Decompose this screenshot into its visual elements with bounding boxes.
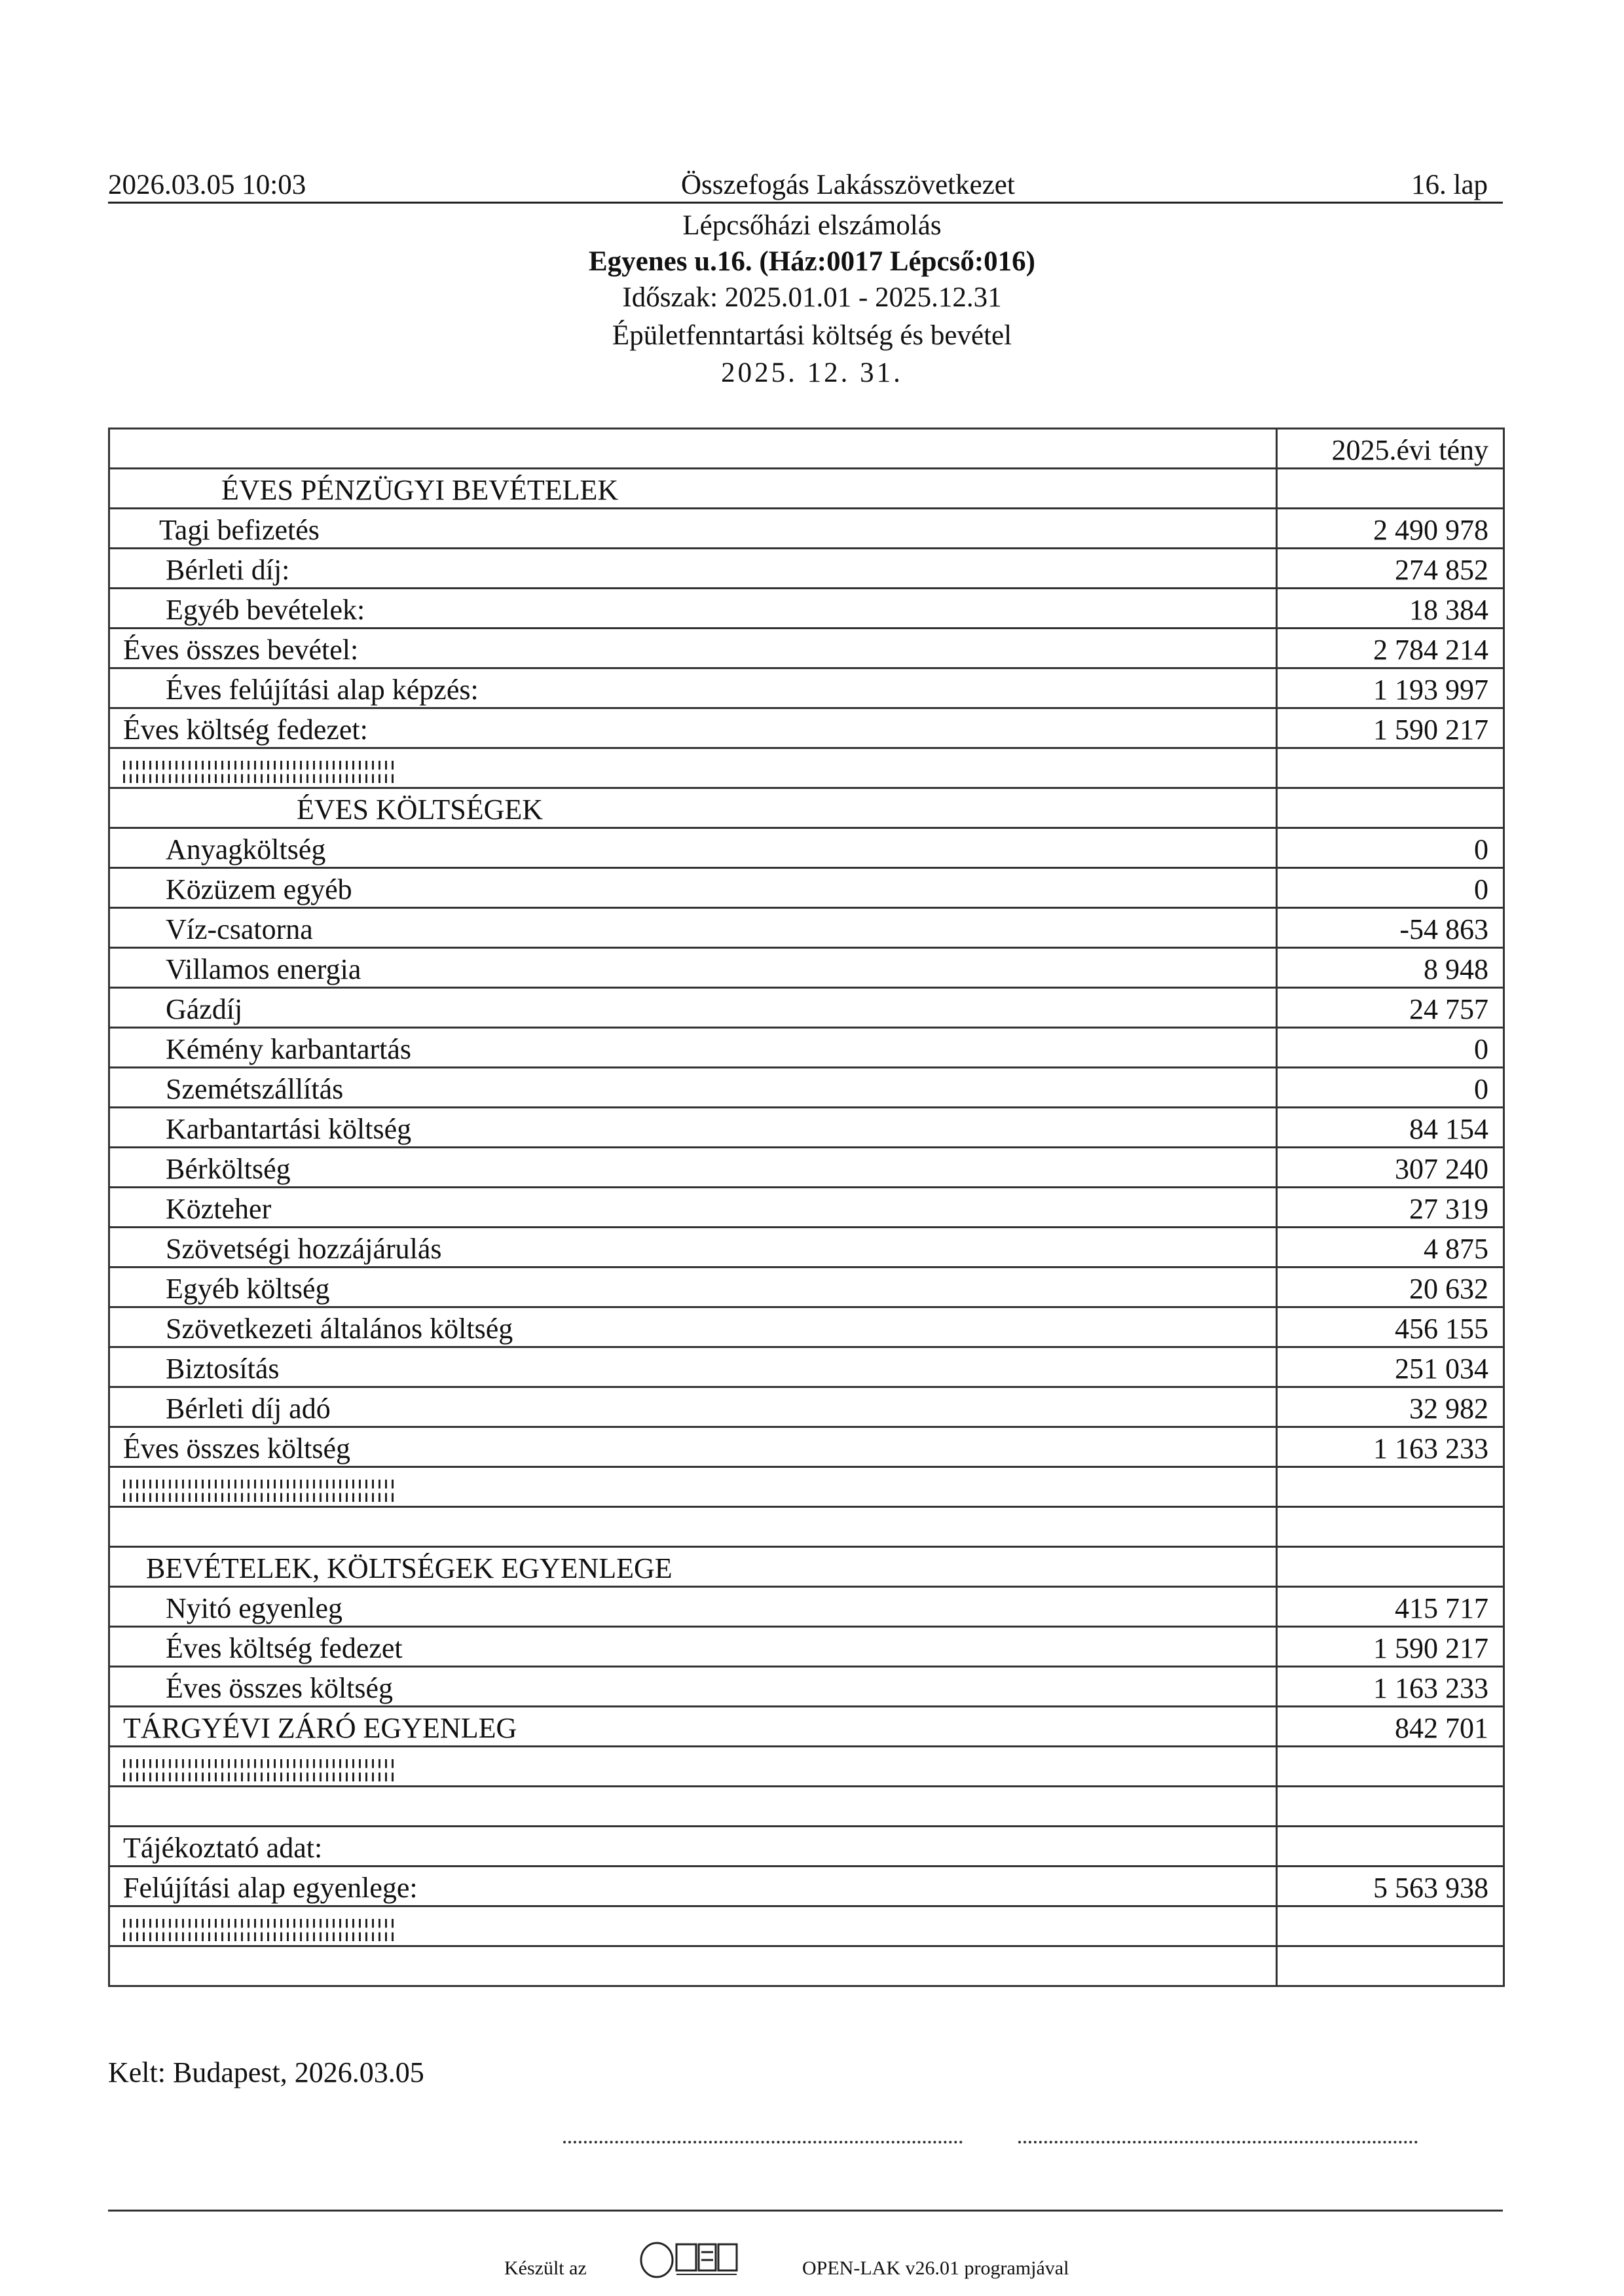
building-address: Egyenes u.16. (Ház:0017 Lépcső:016) [589, 246, 1035, 277]
table-row [109, 1667, 1504, 1707]
table-row [109, 1587, 1504, 1627]
row-label: Gázdíj [109, 988, 1277, 1028]
separator-row [109, 1906, 1504, 1946]
row-label: Bérleti díj: [109, 549, 1277, 589]
row-value: 27 319 [1277, 1188, 1504, 1228]
table-row [109, 1627, 1504, 1667]
row-value: 2 784 214 [1277, 629, 1504, 668]
row-label: TÁRGYÉVI ZÁRÓ EGYENLEG [109, 1707, 1277, 1747]
separator-row [109, 1747, 1504, 1787]
table-row [109, 1148, 1504, 1188]
info-label: Tájékoztató adat: [109, 1827, 1277, 1867]
print-datetime: 2026.03.05 10:03 [108, 170, 306, 200]
table-row [109, 1707, 1504, 1747]
organization-name: Összefogás Lakásszövetkezet [681, 170, 1015, 200]
report-title: Épületfenntartási költség és bevétel [612, 320, 1012, 351]
row-label: Egyéb költség [109, 1267, 1277, 1307]
column-header-row [109, 429, 1504, 469]
balance-section-heading: BEVÉTELEK, KÖLTSÉGEK EGYENLEGE [109, 1547, 1277, 1587]
row-label: Közteher [109, 1188, 1277, 1228]
table-row [109, 1068, 1504, 1108]
row-value: 24 757 [1277, 988, 1504, 1028]
row-value: 20 632 [1277, 1267, 1504, 1307]
row-value: 1 590 217 [1277, 1627, 1504, 1667]
table-row [109, 1387, 1504, 1427]
separator-row [109, 1467, 1504, 1507]
row-label: Éves összes költség [109, 1427, 1277, 1467]
table-row [109, 988, 1504, 1028]
table-row [109, 668, 1504, 708]
row-value: 8 948 [1277, 948, 1504, 988]
row-label: Bérleti díj adó [109, 1387, 1277, 1427]
row-value: 1 163 233 [1277, 1427, 1504, 1467]
page-number: 16. lap [1411, 170, 1488, 200]
table-row [109, 868, 1504, 908]
column-header: 2025.évi tény [1277, 429, 1504, 469]
report-date: 2025. 12. 31. [721, 357, 903, 388]
row-label: Anyagköltség [109, 828, 1277, 868]
row-label: Villamos energia [109, 948, 1277, 988]
row-value: 307 240 [1277, 1148, 1504, 1188]
row-label: Éves költség fedezet: [109, 708, 1277, 748]
row-label: Kémény karbantartás [109, 1028, 1277, 1068]
separator-bars [123, 1919, 398, 1941]
footer-rule [108, 2210, 1503, 2212]
row-label: Éves összes költség [109, 1667, 1277, 1707]
row-label: Közüzem egyéb [109, 868, 1277, 908]
row-label: Éves költség fedezet [109, 1627, 1277, 1667]
row-value: 1 590 217 [1277, 708, 1504, 748]
row-label: Nyitó egyenleg [109, 1587, 1277, 1627]
table-row [109, 1347, 1504, 1387]
table-row [109, 589, 1504, 629]
signature-line-left [563, 2141, 963, 2143]
table-row [109, 828, 1504, 868]
cost-section-heading: ÉVES KÖLTSÉGEK [109, 788, 1277, 828]
row-label: Biztosítás [109, 1347, 1277, 1387]
separator-bars [123, 1480, 398, 1502]
place-and-date: Kelt: Budapest, 2026.03.05 [108, 2056, 424, 2088]
info-heading-row [109, 1827, 1504, 1867]
report-subtitle: Lépcsőházi elszámolás [682, 210, 942, 241]
row-label: Egyéb bevételek: [109, 589, 1277, 629]
header-rule [108, 202, 1503, 204]
table-row [109, 549, 1504, 589]
table-row [109, 1427, 1504, 1467]
settlement-table [108, 428, 1505, 1987]
section-heading-row [109, 1547, 1504, 1587]
open-szoftverhaz-logo-icon [638, 2240, 760, 2280]
separator-bars [123, 1759, 398, 1781]
footer-program: OPEN-LAK v26.01 programjával [802, 2257, 1069, 2279]
report-period: Időszak: 2025.01.01 - 2025.12.31 [622, 282, 1002, 313]
table-row [109, 908, 1504, 948]
row-label: Szövetkezeti általános költség [109, 1307, 1277, 1347]
table-row [109, 1228, 1504, 1267]
row-value: 5 563 938 [1277, 1867, 1504, 1906]
table-row [109, 509, 1504, 549]
row-label: Víz-csatorna [109, 908, 1277, 948]
row-value: 251 034 [1277, 1347, 1504, 1387]
row-value: 18 384 [1277, 589, 1504, 629]
table-row [109, 1867, 1504, 1906]
section-heading-row [109, 788, 1504, 828]
section-heading-row [109, 469, 1504, 509]
row-label: Éves összes bevétel: [109, 629, 1277, 668]
row-label: Tagi befizetés [109, 509, 1277, 549]
row-label: Bérköltség [109, 1148, 1277, 1188]
row-value: 842 701 [1277, 1707, 1504, 1747]
row-value: 456 155 [1277, 1307, 1504, 1347]
row-value: 0 [1277, 828, 1504, 868]
separator-row [109, 748, 1504, 788]
row-value: 0 [1277, 868, 1504, 908]
row-label: Szemétszállítás [109, 1068, 1277, 1108]
row-label: Szövetségi hozzájárulás [109, 1228, 1277, 1267]
footer-made-with: Készült az [504, 2257, 587, 2279]
table-row [109, 1028, 1504, 1068]
row-label: Felújítási alap egyenlege: [109, 1867, 1277, 1906]
row-value: 1 163 233 [1277, 1667, 1504, 1707]
row-label: Karbantartási költség [109, 1108, 1277, 1148]
row-value: 4 875 [1277, 1228, 1504, 1267]
row-value: 84 154 [1277, 1108, 1504, 1148]
income-section-heading: ÉVES PÉNZÜGYI BEVÉTELEK [109, 469, 1277, 509]
row-value: -54 863 [1277, 908, 1504, 948]
empty-row [109, 1507, 1504, 1547]
table-row [109, 948, 1504, 988]
row-value: 0 [1277, 1068, 1504, 1108]
table-row [109, 1267, 1504, 1307]
table-row [109, 1108, 1504, 1148]
row-value: 274 852 [1277, 549, 1504, 589]
separator-bars [123, 761, 398, 783]
table-row [109, 1307, 1504, 1347]
signature-line-right [1018, 2141, 1418, 2143]
row-value: 0 [1277, 1028, 1504, 1068]
row-value: 1 193 997 [1277, 668, 1504, 708]
empty-row [109, 1787, 1504, 1827]
table-row [109, 1188, 1504, 1228]
row-label: Éves felújítási alap képzés: [109, 668, 1277, 708]
table-row [109, 629, 1504, 668]
empty-row [109, 1946, 1504, 1986]
table-row [109, 708, 1504, 748]
row-value: 415 717 [1277, 1587, 1504, 1627]
row-value: 32 982 [1277, 1387, 1504, 1427]
row-value: 2 490 978 [1277, 509, 1504, 549]
